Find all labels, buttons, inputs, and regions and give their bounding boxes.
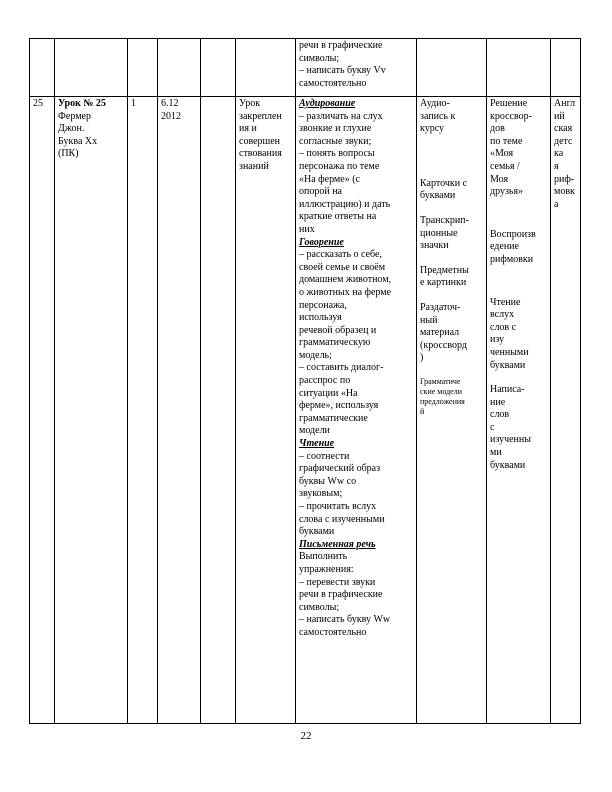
text-line: – различать на слух (299, 110, 383, 122)
control-line: слов (490, 409, 510, 421)
section-header-listening: Аудирование (299, 98, 356, 109)
text-line: персонажа по теме (299, 160, 380, 172)
material-line: предложения (420, 396, 465, 406)
control-line: Воспроизв (490, 228, 536, 240)
material-line: буквами (420, 190, 456, 202)
control-line: ние (490, 396, 506, 408)
table-row-previous (30, 39, 581, 97)
extra-line: я риф- (554, 160, 575, 185)
text-line: ситуации «На (299, 387, 358, 399)
cell-empty (201, 97, 236, 724)
cell-hours (128, 39, 158, 97)
material-line: Транскрип- (420, 214, 469, 226)
section-header-reading: Чтение (299, 438, 335, 450)
spacer (490, 267, 547, 297)
text-line: используя (299, 312, 342, 324)
text-line: символы; (299, 52, 340, 64)
spacer (490, 199, 547, 229)
text-line: речевой образец и (299, 324, 377, 336)
control-line: ченными (490, 346, 529, 358)
cell-control (487, 97, 551, 724)
topic-line: (ПК) (58, 148, 79, 160)
text-line: – написать букву Ww (299, 614, 391, 626)
text-line: – перевести звуки (299, 576, 376, 588)
control-line: Моя (490, 173, 509, 185)
extra-line: Англий (554, 98, 576, 122)
cell-activities (296, 39, 417, 97)
text-line: модель; (299, 349, 332, 361)
cell-number (30, 97, 55, 724)
text-line: буквами (299, 526, 335, 538)
text-line: буквы Ww со (299, 475, 357, 487)
date-line: 6.12 (161, 98, 179, 109)
text-line: звонкие и глухие (299, 123, 372, 135)
control-line: буквами (490, 359, 526, 371)
text-line: расспрос по (299, 375, 351, 387)
extra-line: ская (554, 123, 573, 135)
control-line: дов (490, 123, 505, 135)
text-line: речи в графические (299, 589, 383, 601)
control-line: кроссвор- (490, 110, 532, 122)
text-line: грамматические (299, 412, 368, 424)
control-line: Написа- (490, 384, 525, 396)
material-line: значки (420, 240, 449, 252)
table-row-lesson-25 (30, 97, 581, 724)
material-line: ный (420, 314, 438, 326)
text-line: – понять вопросы (299, 148, 375, 160)
text-line: самостоятельно (299, 77, 367, 89)
cell-activities (296, 97, 417, 724)
cell-type (236, 97, 296, 724)
cell-empty (201, 39, 236, 97)
spacer (420, 253, 483, 265)
material-line: Грамматиче (420, 376, 461, 386)
control-line: друзья» (490, 186, 524, 198)
material-line: (кроссворд (420, 339, 467, 351)
text-line: ферме», используя (299, 400, 379, 412)
text-line: звуковым; (299, 488, 343, 500)
control-line: слов с (490, 321, 517, 333)
text-line: слова с изученными (299, 513, 385, 525)
cell-hours (128, 97, 158, 724)
control-line: изученны (490, 434, 531, 446)
lesson-hours: 1 (131, 98, 136, 109)
text-line: своей семье и своём (299, 261, 386, 273)
text-line: речи в графические (299, 40, 383, 51)
material-line: Аудио- (420, 98, 450, 109)
section-header-writing: Письменная речь (299, 538, 376, 550)
text-line: них (299, 223, 315, 235)
control-line: семья / (490, 160, 520, 172)
topic-line: Буква Хх (58, 135, 98, 147)
lesson-number: 25 (33, 98, 43, 109)
cell-topic (55, 39, 128, 97)
control-line: вслух (490, 309, 515, 321)
cell-number (30, 39, 55, 97)
type-line: закреплен (239, 110, 282, 122)
material-line: Карточки с (420, 177, 468, 189)
control-line: буквами (490, 459, 526, 471)
material-line: Предметны (420, 264, 469, 276)
text-line: грамматическую (299, 337, 371, 349)
spacer (420, 365, 483, 377)
cell-extra (551, 97, 581, 724)
text-line: персонажа, (299, 299, 347, 311)
cell-extra (551, 39, 581, 97)
control-line: изу (490, 334, 505, 346)
extra-line: детска (554, 135, 573, 160)
type-line: совершен (239, 135, 281, 147)
type-line: знаний (239, 160, 269, 172)
control-line: с (490, 421, 495, 433)
cell-topic (55, 97, 128, 724)
cell-materials (417, 97, 487, 724)
extra-line: мовка (554, 186, 575, 210)
spacer (420, 290, 483, 302)
text-line: согласные звуки; (299, 135, 372, 147)
text-line: – рассказать о себе, (299, 249, 382, 261)
text-line: Выполнить (299, 551, 348, 563)
spacer (420, 166, 483, 178)
topic-line: Джон. (58, 123, 85, 135)
text-line: – написать букву Vv (299, 65, 386, 77)
topic-line: Фермер (58, 110, 91, 122)
material-line: ) (420, 352, 424, 364)
spacer (490, 372, 547, 384)
text-line: – соотнести (299, 450, 350, 462)
text-line: символы; (299, 601, 340, 613)
control-line: Чтение (490, 296, 521, 308)
control-line: ми (490, 447, 502, 459)
cell-date (158, 39, 201, 97)
date-line: 2012 (161, 110, 181, 122)
text-line: краткие ответы на (299, 211, 377, 223)
control-line: «Моя (490, 148, 514, 160)
type-line: Урок (239, 98, 261, 109)
text-line: – составить диалог- (299, 362, 384, 374)
text-line: графический образ (299, 463, 381, 475)
cell-date (158, 97, 201, 724)
spacer (420, 136, 483, 166)
cell-control (487, 39, 551, 97)
type-line: ствования (239, 148, 282, 160)
text-line: модели (299, 425, 330, 437)
cell-materials (417, 39, 487, 97)
material-line: запись к (420, 110, 456, 122)
text-line: опорой на (299, 186, 342, 198)
page-number: 22 (300, 730, 312, 742)
control-line: по теме (490, 135, 523, 147)
lesson-plan-table (29, 38, 581, 724)
material-line: ские модели (420, 386, 462, 396)
material-line: Раздаточ- (420, 301, 461, 313)
control-line: едение (490, 241, 519, 253)
text-line: о животных на ферме (299, 286, 392, 298)
material-line: материал (420, 327, 460, 339)
material-line: й (420, 406, 425, 416)
text-line: домашнем животном, (299, 274, 392, 286)
spacer (420, 203, 483, 215)
text-line: самостоятельно (299, 626, 367, 638)
control-line: Решение (490, 98, 528, 109)
text-line: упражнения: (299, 563, 354, 575)
text-line: «На ферме» (с (299, 173, 360, 185)
control-line: рифмовки (490, 253, 534, 265)
cell-type (236, 39, 296, 97)
lesson-title: Урок № 25 (58, 98, 106, 109)
material-line: курсу (420, 123, 445, 135)
material-line: е картинки (420, 277, 467, 289)
text-line: иллюстрацию) и дать (299, 198, 391, 210)
material-line: ционные (420, 227, 458, 239)
type-line: ия и (239, 123, 257, 135)
section-header-speaking: Говорение (299, 236, 344, 248)
text-line: – прочитать вслух (299, 501, 377, 512)
